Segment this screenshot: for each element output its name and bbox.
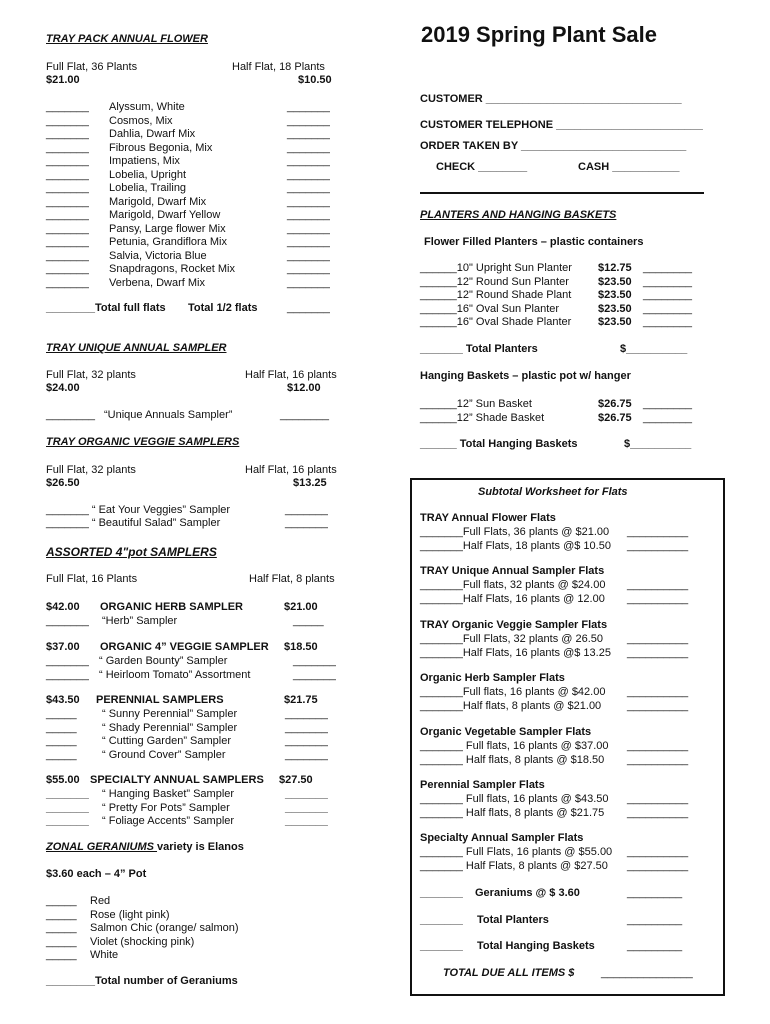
annual-name: Dahlia, Dwarf Mix [109,128,196,140]
ws-geraniums: Geraniums @ $ 3.60 [475,887,580,899]
worksheet-subtotal[interactable]: __________ [627,740,689,752]
annual-half-blank[interactable]: _______ [287,141,330,154]
total-hanging-amount[interactable]: $__________ [624,438,692,450]
geraniums-variety: variety is Elanos [157,841,244,853]
veg-price: $37.00 [46,641,80,653]
veg-title: ORGANIC 4” VEGGIE SAMPLER [100,641,269,653]
spec-item: “ Foliage Accents” Sampler [102,815,235,827]
full-flat-label: Full Flat, 36 Plants [46,61,138,73]
worksheet-line: _______Full Flats, 36 plants @ $21.00 [420,526,610,538]
ws-hanging-subtotal[interactable]: _________ [627,940,683,952]
herb-blank[interactable]: _______ [46,615,89,627]
assorted-full: Full Flat, 16 Plants [46,573,138,585]
geranium-blank[interactable]: _____ [46,895,77,907]
annual-half-blank[interactable]: _______ [287,195,330,208]
worksheet-subtotal[interactable]: __________ [627,646,689,659]
per-title: PERENNIAL SAMPLERS [96,694,224,706]
worksheet-group-title: TRAY Unique Annual Sampler Flats [420,565,605,577]
veg-full-blank[interactable]: _______ [46,668,89,681]
organic-price-full: $26.50 [46,477,80,489]
spec-full-blank[interactable]: _______ [46,815,89,827]
organic-full: Full Flat, 32 plants [46,464,136,476]
total-full-flats[interactable]: ________Total full flats [46,302,166,314]
geraniums-total[interactable]: ________Total number of Geraniums [46,975,238,987]
hanging-price: $26.75 [598,411,632,424]
per-price: $43.50 [46,694,80,706]
geranium-blank[interactable]: _____ [46,935,77,948]
planter-qty[interactable]: ________ [643,302,692,315]
per-item: “ Sunny Perennial” Sampler [102,708,238,720]
unique-heading: TRAY UNIQUE ANNUAL SAMPLER [46,342,227,354]
worksheet-line: _______Half Flats, 16 plants @ 12.00 [420,592,605,605]
ws-hanging-blank[interactable]: _______ [420,940,463,952]
planter-price: $23.50 [598,316,632,328]
total-hanging[interactable]: ______ Total Hanging Baskets [420,438,578,450]
unique-full: Full Flat, 32 plants [46,369,136,381]
per-half-blank[interactable]: _______ [285,735,328,747]
annual-full-blank[interactable]: _______ [46,168,89,181]
annual-full-blank[interactable]: _______ [46,222,89,235]
total-half-blank[interactable]: _______ [287,302,330,314]
per-full-blank[interactable]: _____ [46,748,77,761]
full-flat-price: $21.00 [46,74,80,86]
organic-item-1: _______ “ Eat Your Veggies” Sampler [46,504,231,516]
spec-item: “ Pretty For Pots” Sampler [102,801,230,814]
annual-half-blank[interactable]: _______ [287,276,330,289]
annual-full-blank[interactable]: _______ [46,263,89,275]
annual-name: Petunia, Grandiflora Mix [109,236,227,248]
worksheet-line: _______ Half flats, 8 plants @ $21.75 [420,806,605,819]
worksheet-line: _______ Full Flats, 16 plants @ $55.00 [420,846,613,858]
annual-full-blank[interactable]: _______ [46,195,89,208]
annual-name: Lobelia, Upright [109,168,187,181]
geranium-color: Violet (shocking pink) [90,935,195,948]
annual-half-blank[interactable]: _______ [287,114,330,127]
worksheet-subtotal[interactable]: __________ [627,699,689,712]
spec-half-price: $27.50 [279,774,313,786]
annual-half-blank[interactable]: _______ [287,209,330,221]
worksheet-subtotal[interactable]: __________ [627,859,689,872]
worksheet-group-title: Organic Vegetable Sampler Flats [420,726,592,738]
per-half-blank[interactable]: _______ [285,721,328,734]
planter-price: $23.50 [598,302,632,315]
annual-full-blank[interactable]: _______ [46,236,89,248]
annual-full-blank[interactable]: _______ [46,141,89,154]
geranium-blank[interactable]: _____ [46,908,77,921]
geranium-color: Salmon Chic (orange/ salmon) [90,922,239,934]
annual-half-blank[interactable]: _______ [287,236,330,248]
annual-full-blank[interactable]: _______ [46,114,89,127]
ws-total-hanging: Total Hanging Baskets [477,940,595,952]
annual-name: Salvia, Victoria Blue [109,249,207,262]
worksheet-subtotal[interactable]: __________ [627,793,689,805]
organic-blank-1[interactable]: _______ [285,504,328,516]
hanging-qty[interactable]: ________ [643,411,692,424]
annual-half-blank[interactable]: _______ [287,155,330,167]
organic-item-2: _______ “ Beautiful Salad” Sampler [46,517,221,529]
organic-half: Half Flat, 16 plants [245,464,337,476]
spec-item: “ Hanging Basket” Sampler [102,788,235,800]
tray-pack-heading: TRAY PACK ANNUAL FLOWER [46,33,208,45]
planter-qty[interactable]: ________ [643,275,692,288]
unique-price-full: $24.00 [46,382,80,394]
annual-half-blank[interactable]: _______ [287,168,330,181]
worksheet-subtotal[interactable]: __________ [627,592,689,605]
worksheet-line: _______Full Flats, 32 plants @ 26.50 [420,633,604,645]
half-flat-label: Half Flat, 18 Plants [232,61,325,73]
planter-price: $23.50 [598,289,632,301]
annual-half-blank[interactable]: _______ [287,101,330,113]
annual-full-blank[interactable]: _______ [46,249,89,262]
per-item: “ Ground Cover” Sampler [102,748,226,761]
ws-geraniums-blank[interactable]: _______ [420,887,463,899]
hanging-item: ______12” Shade Basket [420,411,545,424]
planter-qty[interactable]: ________ [643,289,692,301]
unique-blank[interactable]: ________ [46,409,95,421]
hanging-price: $26.75 [598,398,632,410]
hanging-qty[interactable]: ________ [643,398,692,410]
worksheet-group-title: Organic Herb Sampler Flats [420,672,565,684]
worksheet-group-title: TRAY Annual Flower Flats [420,512,556,524]
unique-half: Half Flat, 16 plants [245,369,337,381]
total-planters[interactable]: _______ Total Planters [420,343,538,355]
worksheet-subtotal[interactable]: __________ [627,633,689,645]
per-half-blank[interactable]: _______ [285,708,328,720]
per-half-price: $21.75 [284,694,318,706]
herb-half-price: $21.00 [284,601,318,613]
total-due-field[interactable]: _______________ [601,967,693,979]
annual-name: Impatiens, Mix [109,155,180,167]
annual-name: Alyssum, White [109,101,185,113]
hanging-item: ______12” Sun Basket [420,398,532,410]
check-field[interactable]: CHECK ________ [436,161,528,173]
annual-full-blank[interactable]: _______ [46,276,89,289]
total-half-flats: Total 1/2 flats [188,302,258,314]
veg-half-blank[interactable]: _______ [293,668,336,681]
ws-planters-blank[interactable]: _______ [420,914,463,926]
geraniums-price: $3.60 each – 4” Pot [46,868,147,880]
worksheet-line: _______Full flats, 16 plants @ $42.00 [420,686,606,698]
geranium-blank[interactable]: _____ [46,922,77,934]
geranium-color: Red [90,895,111,907]
planter-item: ______16" Oval Shade Planter [420,316,572,328]
worksheet-line: _______Half Flats, 18 plants @$ 10.50 [420,539,611,552]
worksheet-subtotal[interactable]: __________ [627,846,689,858]
organic-price-half: $13.25 [293,477,327,489]
worksheet-line: _______ Full flats, 16 plants @ $37.00 [420,740,609,752]
assorted-half: Half Flat, 8 plants [249,573,335,585]
divider [420,192,704,194]
planter-item: ______12" Round Sun Planter [420,275,569,288]
annual-name: Marigold, Dwarf Yellow [109,209,221,221]
veg-half-blank[interactable]: _______ [293,655,336,667]
geranium-color: Rose (light pink) [90,908,170,921]
total-due-label: TOTAL DUE ALL ITEMS $ [443,967,575,979]
worksheet-subtotal[interactable]: __________ [627,526,689,538]
worksheet-subtotal[interactable]: __________ [627,753,689,766]
organic-heading: TRAY ORGANIC VEGGIE SAMPLERS [46,436,240,448]
veg-full-blank[interactable]: _______ [46,655,89,667]
customer-field[interactable]: CUSTOMER ________________________________ [420,93,682,105]
annual-full-blank[interactable]: _______ [46,128,89,140]
worksheet-group-title: Specialty Annual Sampler Flats [420,832,584,844]
spec-full-blank[interactable]: _______ [46,801,89,814]
spec-half-blank[interactable]: _______ [285,815,328,827]
worksheet-line: _______ Half flats, 8 plants @ $18.50 [420,753,605,766]
cash-field[interactable]: CASH ___________ [578,161,680,173]
planter-qty[interactable]: ________ [643,262,692,274]
annual-name: Lobelia, Trailing [109,182,187,194]
herb-title: ORGANIC HERB SAMPLER [100,601,244,613]
worksheet-title: Subtotal Worksheet for Flats [478,486,628,498]
per-item: “ Cutting Garden” Sampler [102,735,231,747]
ws-planters-subtotal[interactable]: _________ [627,914,683,926]
page-title: 2019 Spring Plant Sale [421,22,657,47]
annual-name: Marigold, Dwarf Mix [109,195,207,208]
annual-half-blank[interactable]: _______ [287,263,330,275]
per-half-blank[interactable]: _______ [285,748,328,761]
worksheet-subtotal[interactable]: __________ [627,686,689,698]
annual-full-blank[interactable]: _______ [46,182,89,194]
worksheet-line: _______Half flats, 8 plants @ $21.00 [420,699,602,712]
worksheet-line: _______Half Flats, 16 plants @$ 13.25 [420,646,611,659]
worksheet-line: _______ Full flats, 16 plants @ $43.50 [420,793,609,805]
customer-telephone-field[interactable]: CUSTOMER TELEPHONE ________________________ [420,119,703,131]
total-planters-amount[interactable]: $__________ [620,343,688,355]
unique-item: “Unique Annuals Sampler” [104,409,233,421]
worksheet-subtotal[interactable]: __________ [627,579,689,591]
half-flat-price: $10.50 [298,74,332,86]
ws-total-planters: Total Planters [477,914,549,926]
planter-item: ______10" Upright Sun Planter [420,262,572,274]
planter-price: $23.50 [598,275,632,288]
worksheet-group-title: Perennial Sampler Flats [420,779,545,791]
annual-name: Verbena, Dwarf Mix [109,276,205,289]
order-taken-by-field[interactable]: ORDER TAKEN BY ___________________________ [420,140,687,152]
veg-item: “ Garden Bounty” Sampler [99,655,228,667]
geraniums-heading: ZONAL GERANIUMS [46,841,158,853]
worksheet-line: _______ Half Flats, 8 plants @ $27.50 [420,859,608,872]
herb-price: $42.00 [46,601,80,613]
annual-full-blank[interactable]: _______ [46,155,89,167]
worksheet-line: _______Full flats, 32 plants @ $24.00 [420,579,606,591]
per-full-blank[interactable]: _____ [46,735,77,747]
spec-price: $55.00 [46,774,80,786]
annual-full-blank[interactable]: _______ [46,101,89,113]
assorted-heading: ASSORTED 4"pot SAMPLERS [46,545,217,559]
spec-half-blank[interactable]: _______ [285,788,328,800]
planter-price: $12.75 [598,262,632,274]
worksheet-subtotal[interactable]: __________ [627,539,689,552]
geranium-blank[interactable]: _____ [46,949,77,961]
planter-qty[interactable]: ________ [643,316,692,328]
planter-item: ______16" Oval Sun Planter [420,302,560,315]
planter-item: ______12" Round Shade Plant [420,289,572,301]
per-full-blank[interactable]: _____ [46,721,77,734]
veg-item: “ Heirloom Tomato” Assortment [99,668,251,681]
per-item: “ Shady Perennial” Sampler [102,721,238,734]
unique-blank-half[interactable]: ________ [280,409,329,421]
unique-price-half: $12.00 [287,382,321,394]
annual-half-blank[interactable]: _______ [287,182,330,194]
geranium-color: White [90,949,119,961]
annual-half-blank[interactable]: _______ [287,128,330,140]
planters-heading: PLANTERS AND HANGING BASKETS [420,209,617,221]
annual-name: Snapdragons, Rocket Mix [109,263,235,275]
planters-subheading: Flower Filled Planters – plastic containers [424,236,644,248]
hanging-subheading: Hanging Baskets – plastic pot w/ hanger [420,370,631,382]
herb-blank-half[interactable]: _____ [293,615,324,627]
herb-item: “Herb” Sampler [102,615,178,627]
veg-half-price: $18.50 [284,641,318,653]
spec-title: SPECIALTY ANNUAL SAMPLERS [90,774,264,786]
annual-half-blank[interactable]: _______ [287,249,330,262]
ws-geraniums-subtotal[interactable]: _________ [627,887,683,899]
per-full-blank[interactable]: _____ [46,708,77,720]
geraniums-heading-line [46,842,244,853]
annual-full-blank[interactable]: _______ [46,209,89,221]
spec-half-blank[interactable]: _______ [285,801,328,814]
annual-name: Cosmos, Mix [109,114,173,127]
annual-name: Fibrous Begonia, Mix [109,141,213,154]
organic-blank-2[interactable]: _______ [285,517,328,529]
annual-half-blank[interactable]: _______ [287,222,330,235]
worksheet-group-title: TRAY Organic Veggie Sampler Flats [420,619,608,631]
annual-name: Pansy, Large flower Mix [109,222,226,235]
worksheet-subtotal[interactable]: __________ [627,806,689,819]
spec-full-blank[interactable]: _______ [46,788,89,800]
